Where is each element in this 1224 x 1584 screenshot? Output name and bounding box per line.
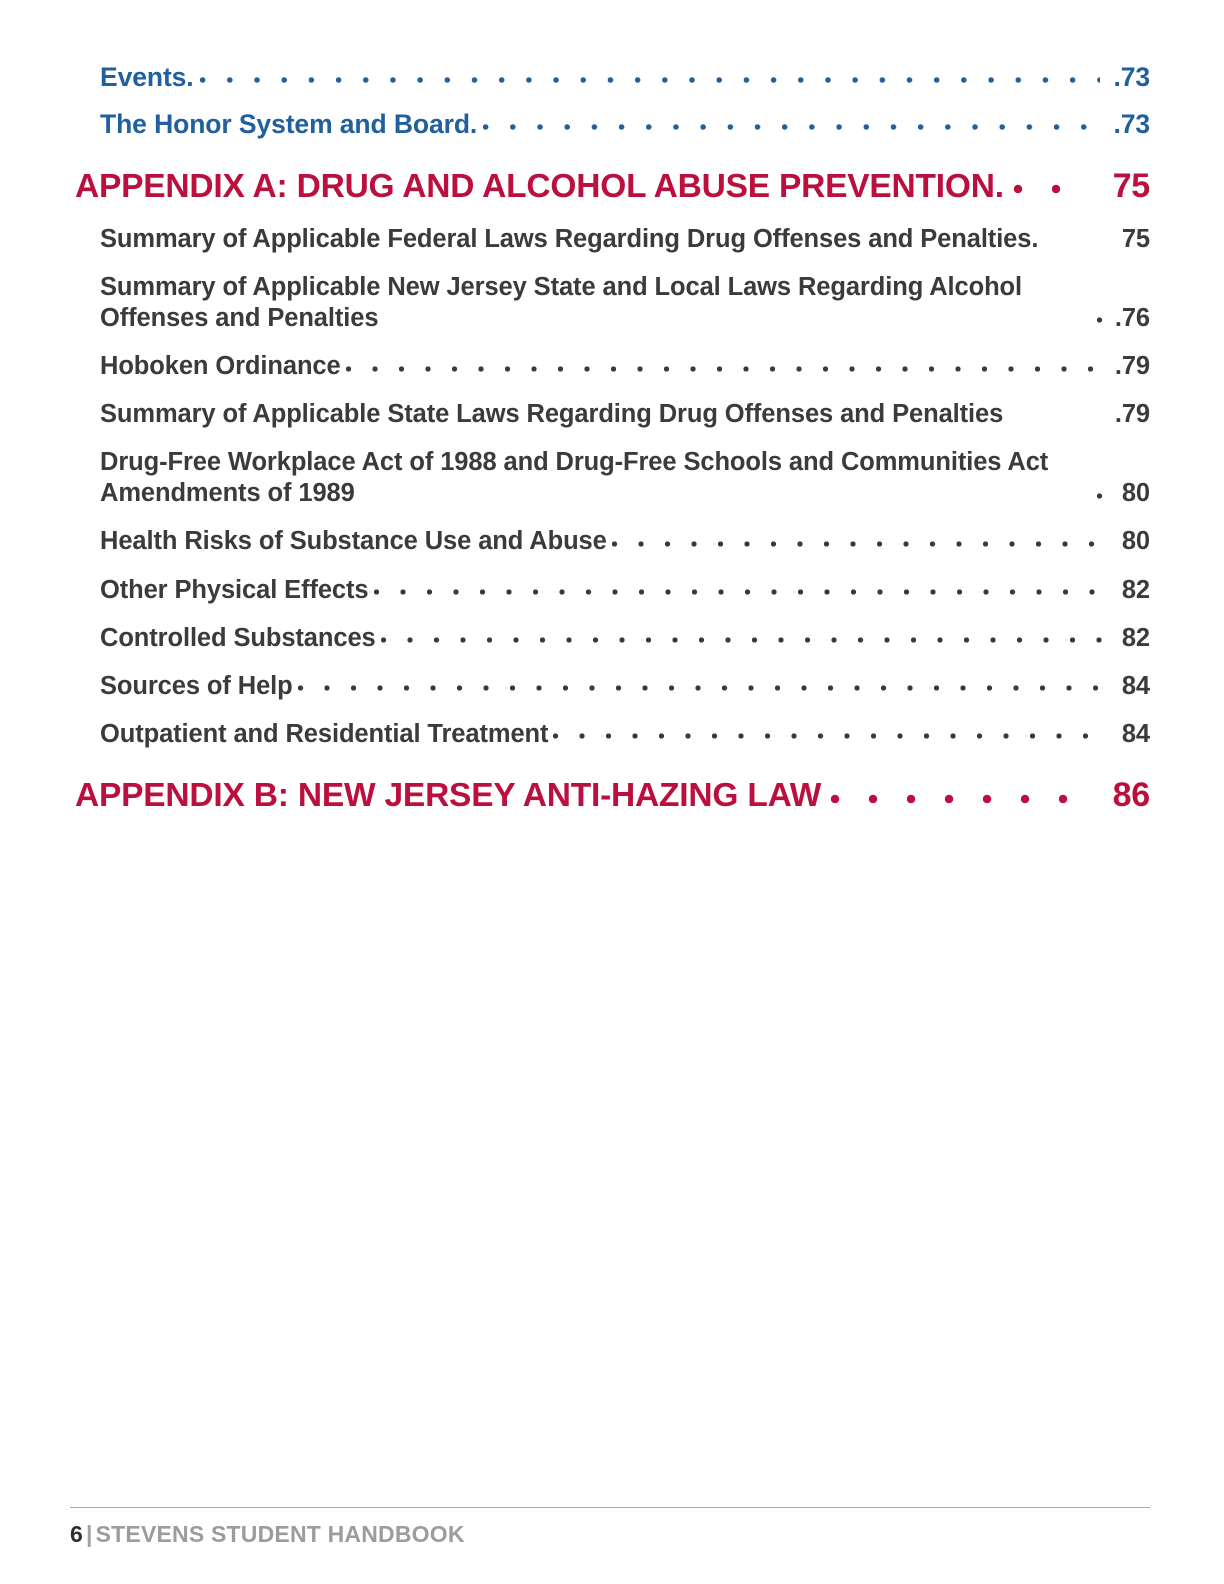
- dot-leader: [553, 724, 1103, 748]
- toc-page-number: 80: [1121, 479, 1150, 508]
- dot-leader: [200, 67, 1100, 93]
- toc-entry[interactable]: [70, 351, 1150, 382]
- toc-entry[interactable]: [70, 167, 1150, 206]
- toc-entry[interactable]: [70, 719, 1150, 750]
- toc-entry[interactable]: [70, 399, 1150, 430]
- toc-page-number: 84: [1121, 719, 1150, 748]
- dot-leader: [483, 114, 1100, 140]
- toc-entry-title: Summary of Applicable State Laws Regarding Drug Offenses and Penalties: [100, 400, 1004, 429]
- toc-entry[interactable]: [70, 62, 1150, 93]
- toc-entry-title: Other Physical Effects: [100, 575, 369, 604]
- toc-page-number: 80: [1121, 527, 1150, 556]
- dot-leader: [381, 628, 1103, 652]
- dot-leader: [831, 784, 1088, 814]
- toc-entry[interactable]: [70, 623, 1150, 654]
- toc-entry[interactable]: [70, 671, 1150, 702]
- toc-page-number: 84: [1121, 671, 1150, 700]
- toc-page-number: .73: [1113, 62, 1150, 92]
- toc-entry-title: The Honor System and Board.: [100, 109, 478, 140]
- toc-page-number: .73: [1113, 109, 1150, 140]
- dot-leader: [1097, 484, 1103, 508]
- toc-entry-title-continued: Amendments of 1989: [100, 479, 355, 508]
- page-footer: [70, 1521, 465, 1548]
- toc-page-number: 75: [1112, 166, 1150, 205]
- dot-leader: [298, 676, 1103, 700]
- footer-divider: [70, 1507, 1150, 1508]
- dot-leader: [346, 357, 1103, 381]
- toc-entry-title: Hoboken Ordinance: [100, 352, 341, 381]
- dot-leader: [374, 580, 1104, 604]
- footer-separator: |: [86, 1521, 93, 1547]
- toc-entry-title: Events.: [100, 62, 194, 92]
- toc-entry-title: Outpatient and Residential Treatment: [100, 719, 549, 748]
- toc-entry-title: Sources of Help: [100, 671, 293, 700]
- toc-page-number: .79: [1114, 400, 1150, 429]
- footer-page-number: 6: [70, 1521, 83, 1547]
- footer-document-name: STEVENS STUDENT HANDBOOK: [95, 1521, 465, 1547]
- toc-page-number: 82: [1121, 575, 1150, 604]
- table-of-contents: [70, 62, 1150, 833]
- toc-page-number: .76: [1114, 303, 1150, 332]
- toc-entry[interactable]: [70, 272, 1150, 334]
- toc-page-number: 86: [1112, 776, 1150, 815]
- toc-entry-title: Summary of Applicable Federal Laws Regarding Drug Offenses and Penalties.: [100, 224, 1039, 253]
- toc-entry-title: APPENDIX B: NEW JERSEY ANTI-HAZING LAW: [75, 777, 822, 815]
- toc-entry-last-line: [100, 478, 1150, 509]
- toc-entry-title: Health Risks of Substance Use and Abuse: [100, 527, 607, 556]
- toc-entry[interactable]: [70, 447, 1150, 509]
- toc-page-number: .79: [1114, 352, 1150, 381]
- toc-page-number: 82: [1121, 623, 1150, 652]
- toc-entry[interactable]: [70, 526, 1150, 557]
- toc-page-number: 75: [1121, 224, 1150, 253]
- dot-leader: [612, 532, 1103, 556]
- toc-entry[interactable]: [70, 575, 1150, 606]
- toc-entry-title: Controlled Substances: [100, 623, 376, 652]
- dot-leader: [1043, 229, 1103, 253]
- toc-entry[interactable]: [70, 109, 1150, 140]
- dot-leader: [1008, 405, 1103, 429]
- toc-entry-title-continued: Offenses and Penalties: [100, 303, 379, 332]
- dot-leader: [1014, 174, 1088, 204]
- toc-entry-title: Summary of Applicable New Jersey State and Local Laws Regarding Alcohol: [100, 272, 1023, 301]
- toc-entry-title: APPENDIX A: DRUG AND ALCOHOL ABUSE PREVENTION.: [75, 167, 1004, 205]
- dot-leader: [1097, 308, 1103, 332]
- toc-entry[interactable]: [70, 224, 1150, 255]
- toc-entry[interactable]: [70, 776, 1150, 815]
- toc-entry-title: Drug-Free Workplace Act of 1988 and Drug-Free Schools and Communities Act: [100, 448, 1049, 477]
- toc-entry-last-line: [100, 303, 1150, 334]
